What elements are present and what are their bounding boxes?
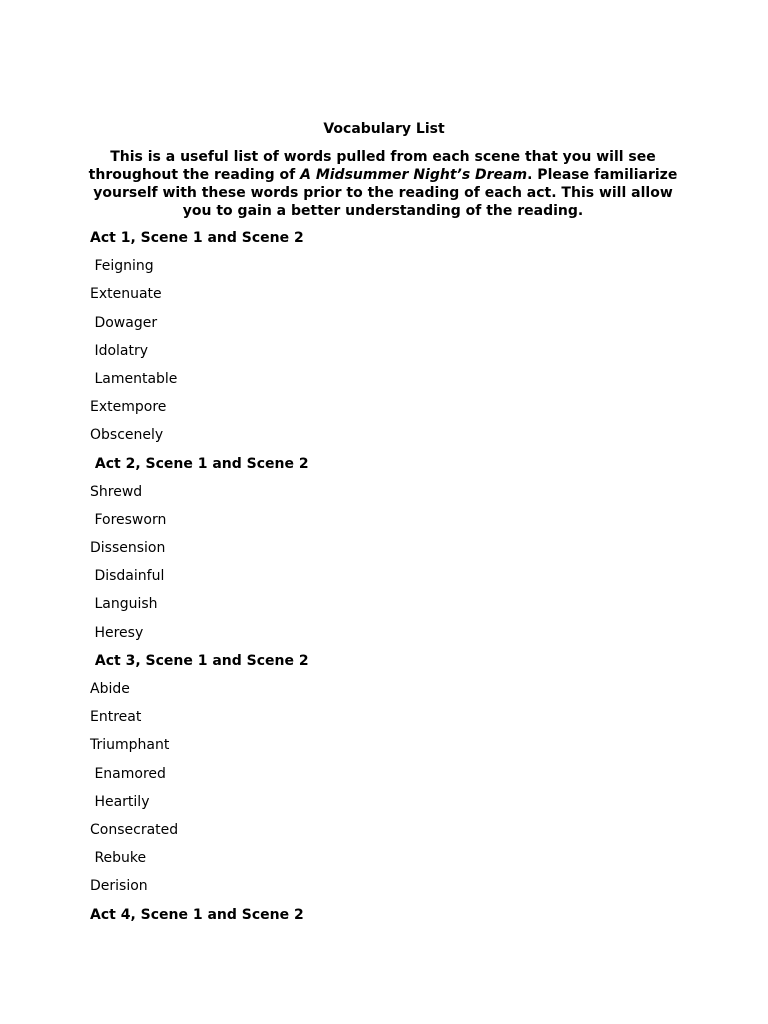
intro-text-part2: . Please familiarize yourself with these words prior to the reading of each act. This will allow you to gain a better understanding of the reading.: [93, 167, 678, 219]
vocab-word: Shrewd: [90, 483, 143, 500]
vocab-word: Idolatry: [90, 342, 149, 359]
vocab-word: Lamentable: [90, 370, 178, 387]
vocab-word: Dowager: [90, 314, 158, 331]
vocab-word: Extempore: [90, 399, 167, 416]
vocab-word: Enamored: [90, 765, 166, 782]
vocab-word: Disdainful: [90, 568, 165, 585]
act-heading: Act 4, Scene 1 and Scene 2: [90, 906, 304, 923]
intro-paragraph: [88, 148, 678, 220]
act-heading: Act 3, Scene 1 and Scene 2: [90, 652, 309, 669]
vocab-word: Extenuate: [90, 286, 162, 303]
vocab-word: Derision: [90, 878, 148, 895]
vocab-word: Abide: [90, 681, 130, 697]
act-heading: Act 2, Scene 1 and Scene 2: [90, 455, 309, 472]
vocab-word: Dissension: [90, 540, 166, 557]
vocab-word: Foresworn: [90, 511, 167, 528]
vocab-word: Consecrated: [90, 821, 179, 838]
document-title: Vocabulary List: [323, 121, 445, 137]
vocab-word: Heartily: [90, 793, 150, 810]
vocab-word: Feigning: [90, 258, 154, 275]
vocab-word: Obscenely: [90, 427, 164, 444]
vocab-word: Languish: [90, 596, 158, 613]
act-heading: Act 1, Scene 1 and Scene 2: [90, 230, 304, 246]
play-title: A Midsummer Night’s Dream: [300, 167, 528, 183]
intro-text-part1: This is a useful list of words pulled from each scene that you will see throughout the reading of: [88, 149, 656, 183]
vocab-word: Entreat: [90, 709, 142, 726]
vocab-word: Rebuke: [90, 850, 147, 867]
vocab-word: Triumphant: [90, 737, 170, 754]
vocabulary-list: [90, 228, 309, 933]
vocab-word: Heresy: [90, 624, 144, 641]
